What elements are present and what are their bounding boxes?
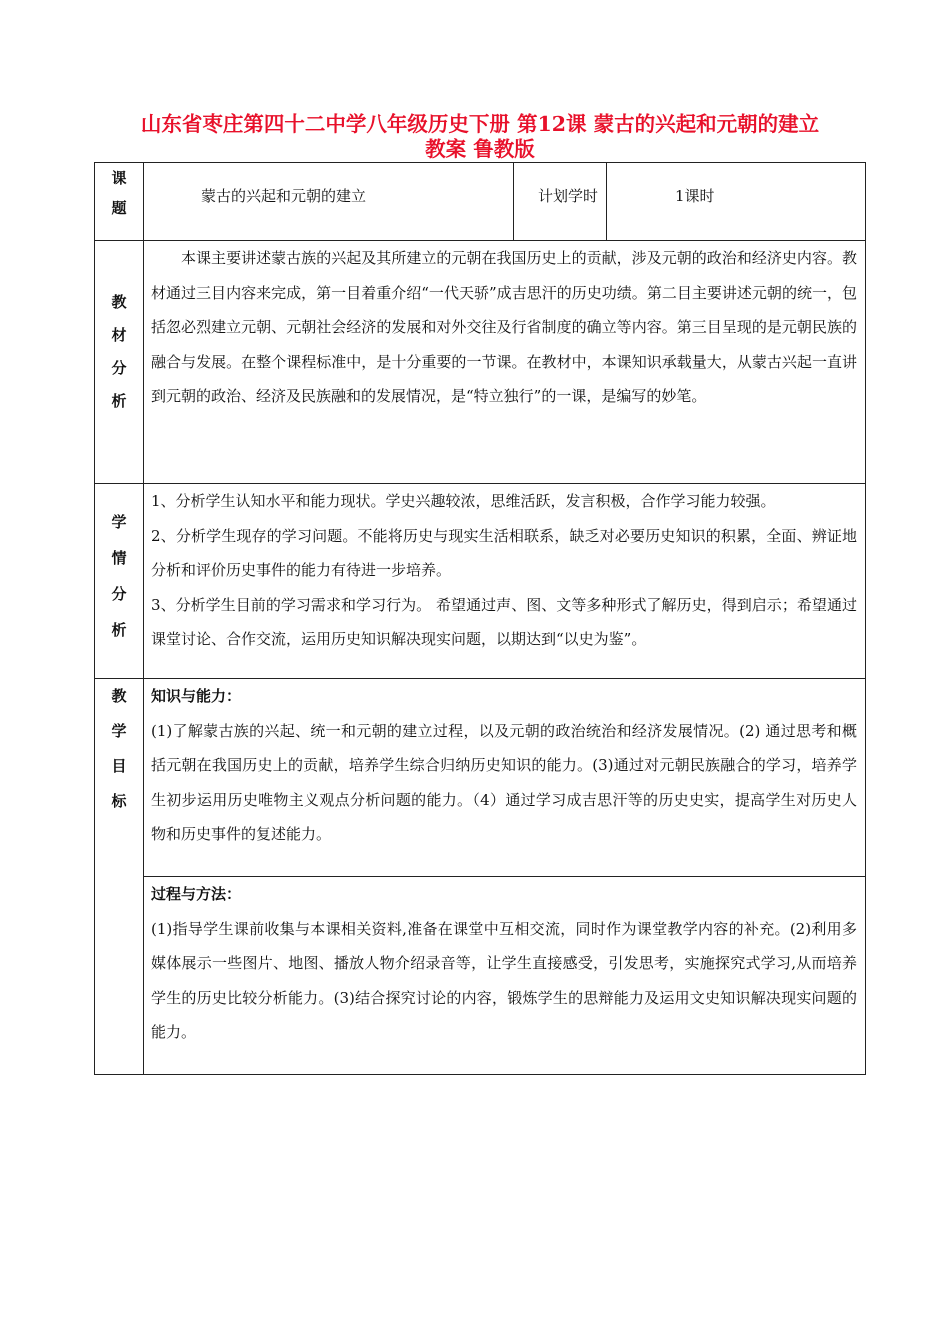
title-line-1: 山东省枣庄第四十二中学八年级历史下册 第12课 蒙古的兴起和元朝的建立 [140, 112, 820, 136]
label-char: 目 [111, 757, 127, 775]
label-char: 教 [111, 687, 127, 705]
label-char: 材 [111, 326, 127, 344]
plan-hours-label: 计划学时 [538, 187, 599, 205]
topic-label-char: 题 [111, 199, 127, 217]
label-char: 教 [111, 293, 127, 311]
label-char: 学 [111, 513, 127, 531]
teaching-goals-label [95, 679, 144, 1075]
title-line-2: 教案 鲁教版 [425, 137, 535, 161]
lesson-plan-table [94, 162, 866, 1075]
topic-label [95, 163, 144, 241]
topic-value: 蒙古的兴起和元朝的建立 [201, 187, 367, 205]
label-char: 标 [111, 792, 127, 810]
knowledge-ability-heading: 知识与能力： [151, 687, 242, 705]
process-method-heading: 过程与方法： [151, 885, 242, 903]
goals-knowledge-row [95, 679, 866, 877]
learner-analysis-row [95, 484, 866, 679]
material-analysis-row [95, 241, 866, 484]
plan-hours-value-cell [607, 163, 866, 241]
learner-analysis-content [144, 484, 866, 679]
label-char: 析 [111, 621, 127, 639]
material-analysis-text: 本课主要讲述蒙古族的兴起及其所建立的元朝在我国历史上的贡献，涉及元朝的政治和经济史内容。教材通过三目内容来完成，第一目着重介绍“一代天骄”成吉思汗的历史功绩。第二目主要讲述元朝的统一，包括忽必烈建立元朝、元朝社会经济的发展和对外交往及行省制度的确立等内容。第三目呈现的是元朝民族的融合与发展。在整个课程标准中，是十分重要的一节课。在教材中，本课知识承载量大，从蒙古兴起一直讲到元朝的政治、经济及民族融和的发展情况，是“特立独行”的一课，是编写的妙笔。 [151, 249, 857, 405]
learner-analysis-label [95, 484, 144, 679]
plan-hours-label-cell [514, 163, 607, 241]
learner-item: 1、分析学生认知水平和能力现状。学史兴趣较浓，思维活跃，发言积极，合作学习能力较强。 [151, 492, 776, 510]
label-char: 情 [111, 549, 127, 567]
document-title [95, 112, 865, 162]
topic-row [95, 163, 866, 241]
process-method-text: (1)指导学生课前收集与本课相关资料,准备在课堂中互相交流，同时作为课堂教学内容的补充。(2)利用多媒体展示一些图片、地图、播放人物介绍录音等，让学生直接感受，引发思考，实施探究式学习,从而培养学生的历史比较分析能力。(3)结合探究讨论的内容，锻炼学生的思辩能力及运用文史知识解决现实问题的能力。 [151, 919, 857, 1041]
plan-hours-value: 1课时 [675, 187, 715, 205]
label-char: 分 [111, 585, 127, 603]
knowledge-ability-cell [144, 679, 866, 877]
label-char: 学 [111, 722, 127, 740]
topic-label-char: 课 [111, 169, 127, 187]
process-method-cell [144, 877, 866, 1075]
material-analysis-label [95, 241, 144, 484]
learner-item: 2、分析学生现存的学习问题。不能将历史与现实生活相联系，缺乏对必要历史知识的积累，全面、辨证地分析和评价历史事件的能力有待进一步培养。 [151, 526, 857, 579]
goals-process-row [95, 877, 866, 1075]
material-analysis-content [144, 241, 866, 484]
knowledge-ability-text: (1)了解蒙古族的兴起、统一和元朝的建立过程，以及元朝的政治统治和经济发展情况。(2) 通过思考和概括元朝在我国历史上的贡献，培养学生综合归纳历史知识的能力。(3)通过对元朝民族融合的学习，培养学生初步运用历史唯物主义观点分析问题的能力。（4）通过学习成吉思汗等的历史史实，提高学生对历史人物和历史事件的复述能力。 [151, 721, 857, 843]
learner-item: 3、分析学生目前的学习需求和学习行为。 希望通过声、图、文等多种形式了解历史，得到启示；希望通过课堂讨论、合作交流，运用历史知识解决现实问题，以期达到“以史为鉴”。 [151, 595, 857, 648]
label-char: 析 [111, 392, 127, 410]
topic-value-cell [144, 163, 514, 241]
label-char: 分 [111, 359, 127, 377]
